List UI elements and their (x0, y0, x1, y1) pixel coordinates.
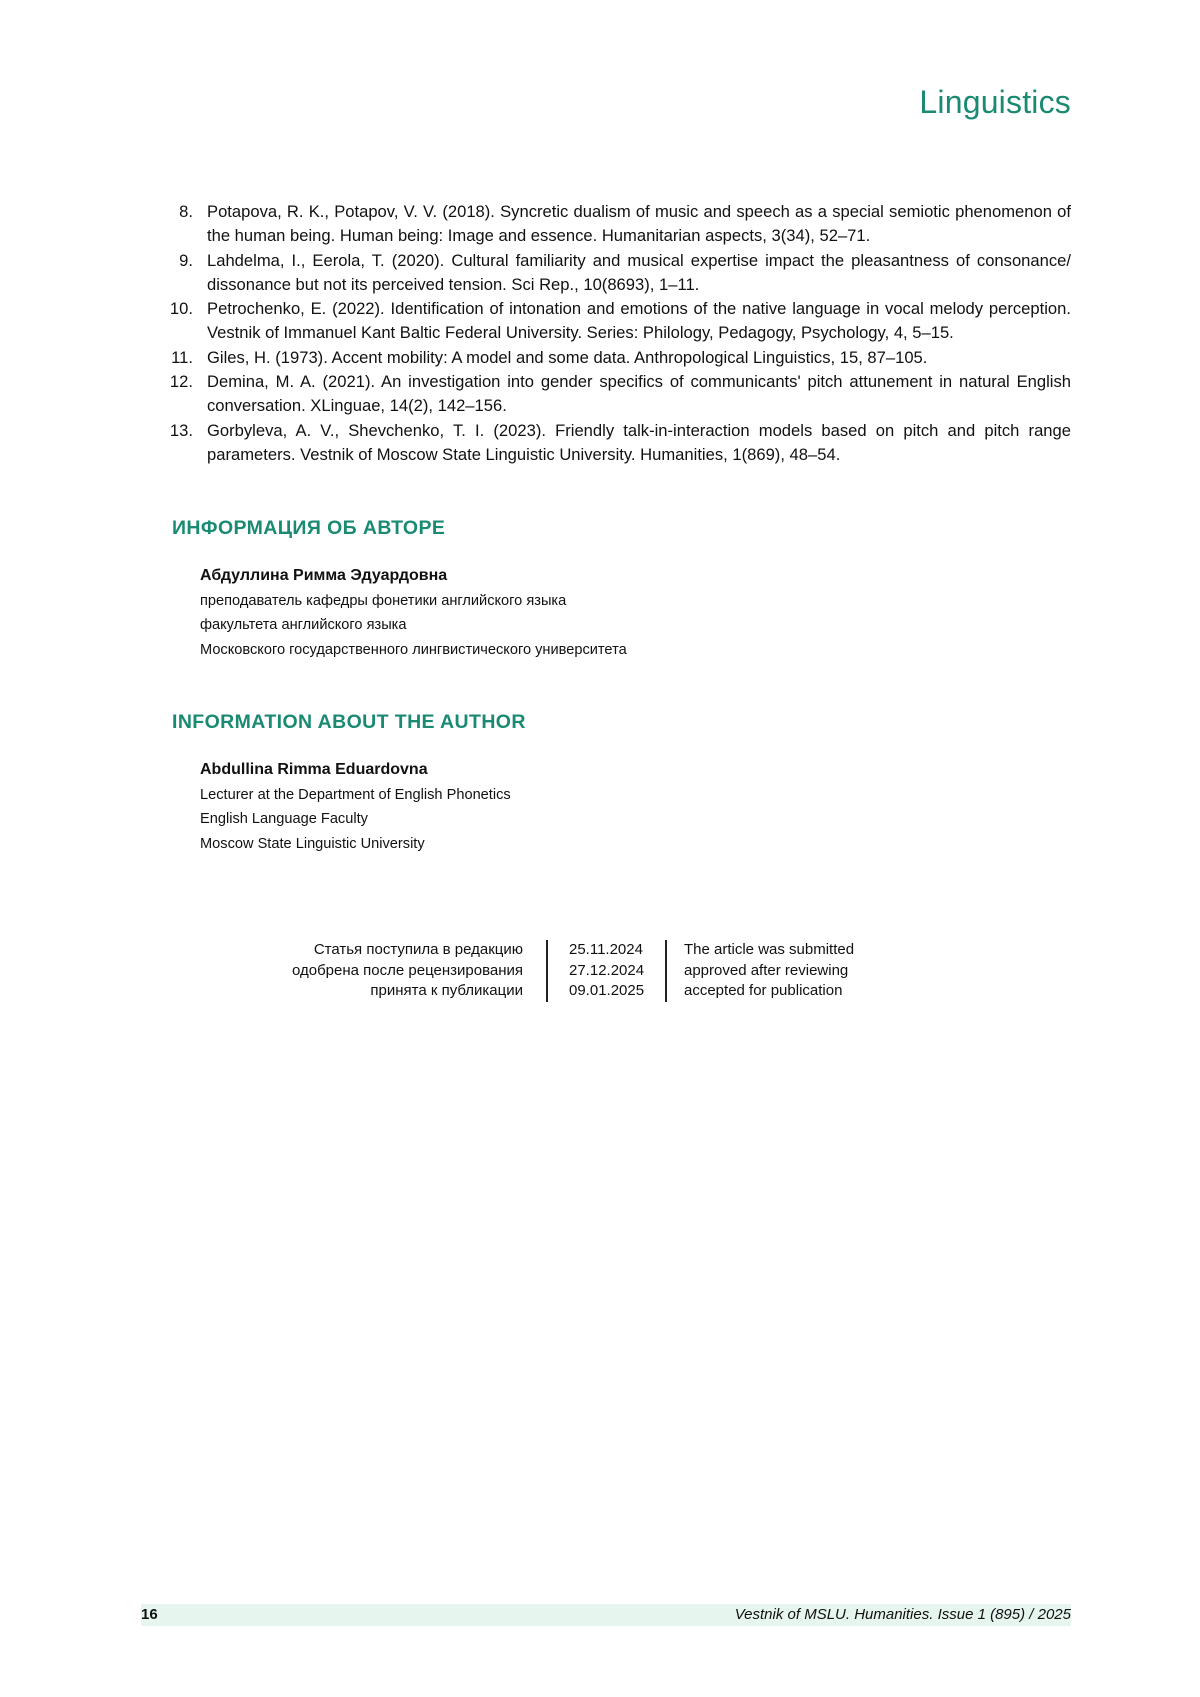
author-university-en: Moscow State Linguistic University (200, 835, 425, 852)
reference-text: Giles, H. (1973). Accent mobility: A model and some data. Anthropological Linguistics, 15, 87–105. (207, 347, 928, 367)
dates-labels-en (667, 940, 854, 1002)
approved-label-ru: одобрена после рецензирования (291, 961, 523, 979)
dates-labels-ru (250, 940, 546, 1002)
reference-text: Potapova, R. K., Potapov, V. V. (2018). Syncretic dualism of music and speech as a special semiotic phenomenon of the human being. Human being: Image and essence. Humanitarian aspects, 3(34), 52–71. (207, 202, 1071, 246)
reference-item (155, 249, 1071, 298)
author-info-en (200, 758, 511, 856)
reference-text: Gorbyleva, A. V., Shevchenko, T. I. (2023). Friendly talk-in-interaction models based on pitch and pitch range parameters. Vestnik of Moscow State Linguistic University. Humanities, 1(869), 48–54. (207, 420, 1071, 464)
reference-text: Lahdelma, I., Eerola, T. (2020). Cultural familiarity and musical expertise impact the pleasantness of consonance/ dissonance but not its perceived tension. Sci Rep., 10(8693), 1–11. (207, 250, 1071, 294)
section-title: Linguistics (919, 84, 1071, 120)
approved-label-en: approved after reviewing (684, 961, 849, 979)
author-faculty-ru: факультета английского языка (200, 617, 407, 633)
reference-text: Petrochenko, E. (2022). Identification of intonation and emotions of the native language in vocal melody perception. Vestnik of Immanuel Kant Baltic Federal University. Series: Philology, Pedagogy, Psychology, 4, 5–15. (207, 299, 1071, 343)
reference-number: 13. (169, 420, 193, 440)
author-name-ru: Абдуллина Римма Эдуардовна (200, 567, 448, 584)
reference-number: 9. (179, 250, 193, 270)
reference-item (155, 419, 1071, 468)
reference-item (155, 297, 1071, 346)
accepted-label-en: accepted for publication (684, 982, 843, 999)
reference-text: Demina, M. A. (2021). An investigation into gender specifics of communicants' pitch attunement in natural English conversation. XLinguae, 14(2), 142–156. (207, 372, 1071, 416)
reference-number: 11. (171, 347, 193, 367)
reference-number: 8. (179, 202, 193, 221)
author-position-en: Lecturer at the Department of English Phonetics (200, 786, 511, 803)
submitted-date: 25.11.2024 (569, 941, 643, 958)
submitted-label-en: The article was submitted (684, 941, 855, 958)
reference-item (155, 370, 1071, 419)
reference-number: 12. (169, 372, 193, 392)
approved-date: 27.12.2024 (569, 961, 645, 979)
author-info-heading-ru: ИНФОРМАЦИЯ ОБ АВТОРЕ (172, 517, 446, 539)
author-position-ru: преподаватель кафедры фонетики английского языка (200, 592, 567, 609)
publication-dates (250, 940, 854, 1002)
reference-number: 10. (169, 299, 193, 319)
author-name-en: Abdullina Rimma Eduardovna (200, 761, 428, 778)
reference-item (155, 200, 1071, 249)
author-university-ru: Московского государственного лингвистического университета (200, 641, 627, 658)
reference-list (155, 200, 1071, 467)
submitted-label-ru: Статья поступила в редакцию (313, 941, 523, 958)
author-info-heading-en: INFORMATION ABOUT THE AUTHOR (172, 711, 526, 733)
page-number: 16 (141, 1606, 158, 1623)
reference-item (155, 346, 1071, 370)
journal-title: Vestnik of MSLU. Humanities. Issue 1 (895) / 2025 (734, 1606, 1071, 1623)
accepted-label-ru: принята к публикации (370, 982, 523, 999)
author-info-ru (200, 564, 627, 662)
author-faculty-en: English Language Faculty (200, 811, 368, 827)
accepted-date: 09.01.2025 (569, 982, 645, 999)
dates-values (546, 940, 667, 1002)
